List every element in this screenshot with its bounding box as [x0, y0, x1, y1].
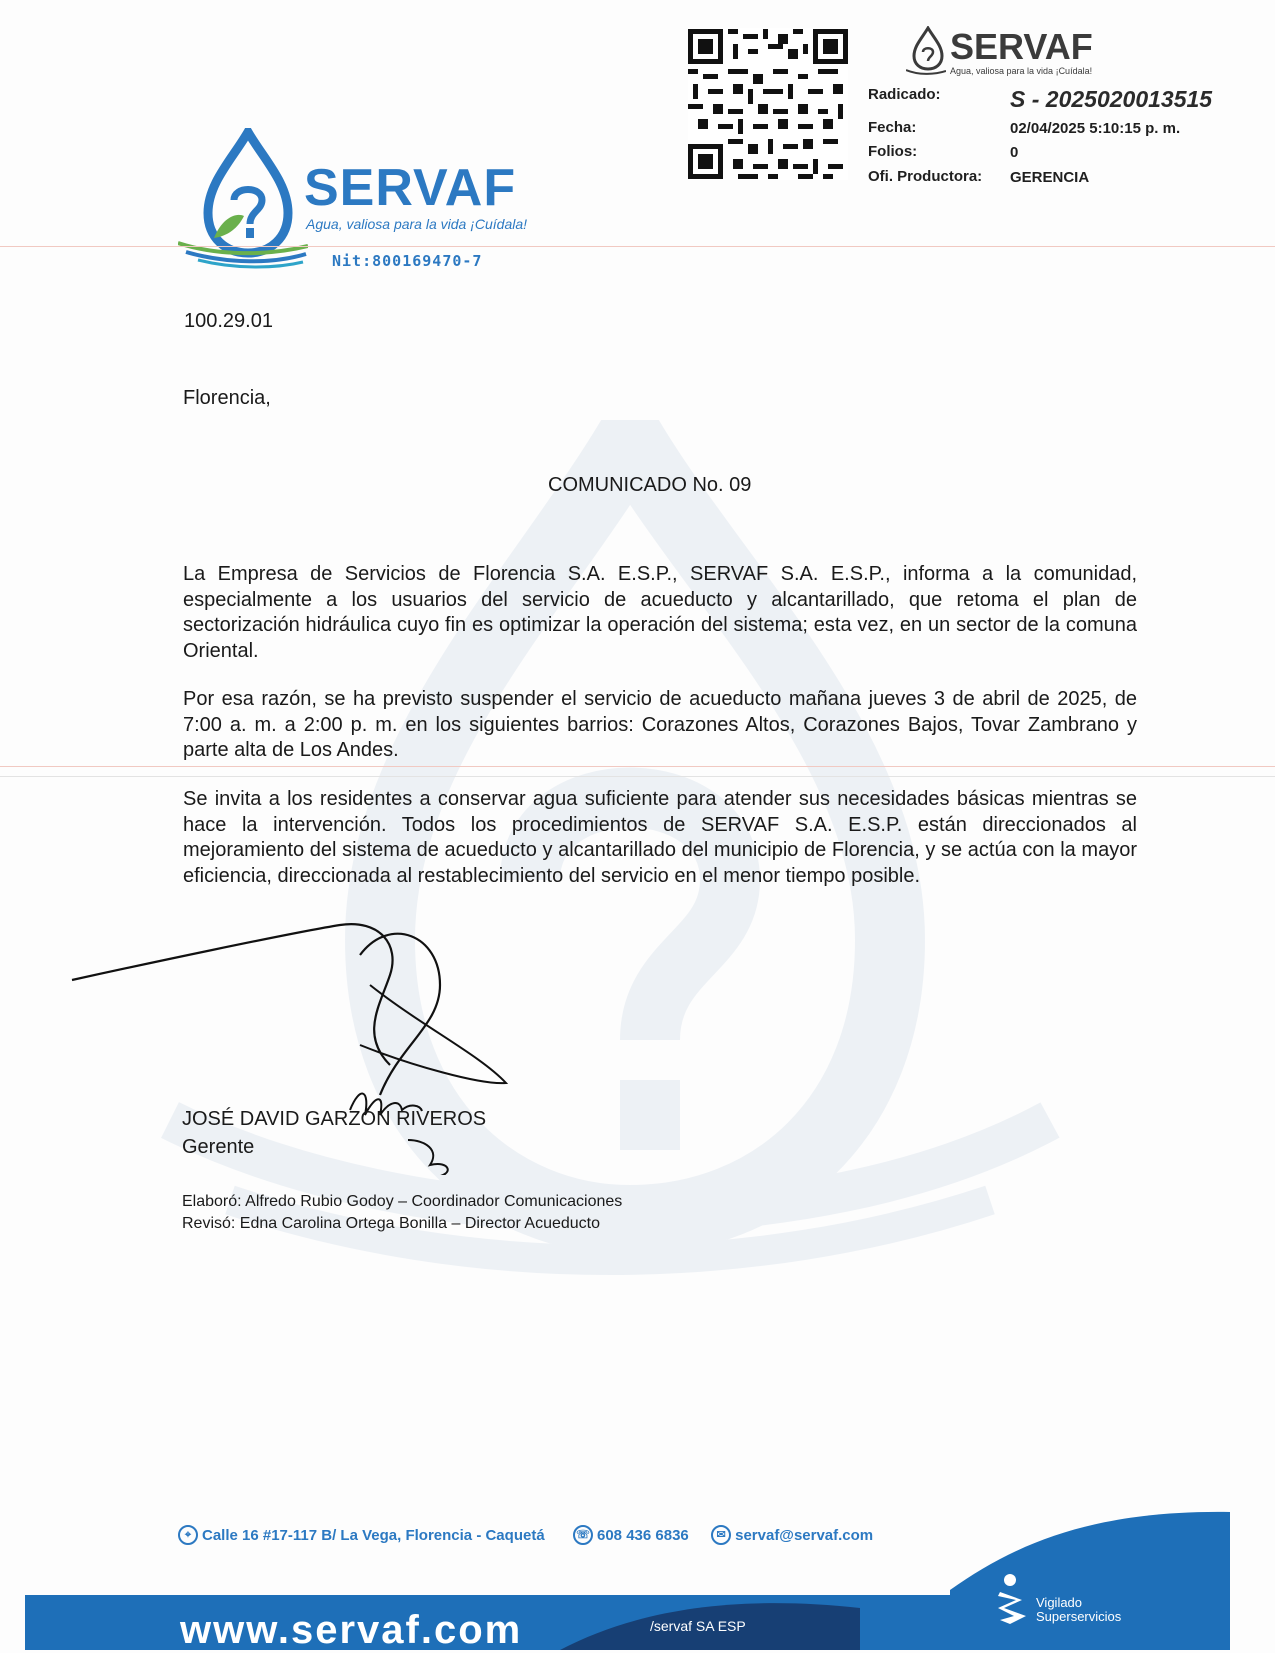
mail-icon: ✉ [711, 1525, 731, 1545]
scan-line [0, 766, 1275, 767]
radicado-value: S - 2025020013515 [1010, 86, 1213, 112]
vigilado-line-2: Superservicios [1036, 1609, 1122, 1624]
footer-email: servaf@servaf.com [735, 1526, 874, 1544]
city-line: Florencia, [183, 387, 271, 409]
footer-website: www.servaf.com [180, 1608, 523, 1652]
logo-tagline: Agua, valiosa para la vida ¡Cuídala! [306, 216, 528, 232]
superservicios-logo-icon [996, 1574, 1030, 1624]
footer-social: /servaf SA ESP [650, 1618, 746, 1634]
phone-icon: ☏ [573, 1525, 593, 1545]
signer-role: Gerente [182, 1136, 255, 1158]
location-pin-icon: ⌖ [178, 1525, 198, 1545]
reviso-line: Revisó: Edna Carolina Ortega Bonilla – Director Acueducto [182, 1215, 600, 1232]
qr-code-icon [688, 28, 848, 180]
footer-contact [178, 1525, 873, 1545]
paragraph-1: La Empresa de Servicios de Florencia S.A. E.S.P., SERVAF S.A. E.S.P., informa a la comunidad, especialmente a los usuarios del servicio de acueducto y alcantarillado, que retoma el plan de sectorización hidráulica cuyo fin es optimizar la operación del sistema; esta vez, en un sector de la comuna Oriental. [183, 563, 1137, 662]
document-title: COMUNICADO No. 09 [548, 474, 752, 496]
reference-number: 100.29.01 [184, 310, 273, 332]
handwritten-signature [60, 915, 520, 1175]
logo-title: SERVAF [304, 159, 517, 217]
stamp-drop-icon [906, 26, 946, 76]
servaf-logo [178, 128, 558, 278]
stamp-logo [906, 24, 1106, 80]
paragraph-2: Por esa razón, se ha previsto suspender el servicio de acueducto mañana jueves 3 de abril de 2025, de 7:00 a. m. a 2:00 p. m. en los siguientes barrios: Corazones Altos, Corazones Bajos, Tovar Zambrano y parte alta de Los Andes. [183, 688, 1137, 761]
fecha-value: 02/04/2025 5:10:15 p. m. [1010, 120, 1181, 137]
stamp-title: SERVAF [950, 26, 1093, 67]
folios-label: Folios: [868, 143, 918, 160]
stamp-tagline: Agua, valiosa para la vida ¡Cuídala! [950, 66, 1093, 76]
oficina-value: GERENCIA [1010, 169, 1090, 186]
folios-value: 0 [1010, 144, 1019, 161]
oficina-label: Ofi. Productora: [868, 168, 983, 185]
water-drop-logo-icon [178, 128, 308, 278]
signer-name: JOSÉ DAVID GARZÓN RIVEROS [182, 1108, 487, 1130]
scan-line [0, 246, 1275, 247]
fecha-label: Fecha: [868, 119, 917, 136]
nit-number: Nit:800169470-7 [332, 252, 483, 270]
footer-address: Calle 16 #17-117 B/ La Vega, Florencia - Caquetá [202, 1526, 545, 1544]
radicado-label: Radicado: [868, 86, 941, 103]
vigilado-line-1: Vigilado [1036, 1595, 1083, 1610]
footer-phone: 608 436 6836 [597, 1526, 689, 1544]
elaboro-line: Elaboró: Alfredo Rubio Godoy – Coordinador Comunicaciones [182, 1193, 623, 1210]
scan-line [0, 776, 1275, 777]
vigilado-superservicios [1036, 1596, 1121, 1624]
paragraph-3: Se invita a los residentes a conservar agua suficiente para atender sus necesidades básicas mientras se hace la intervención. Todos los procedimientos de SERVAF S.A. E.S.P. están direccionados al mejoramiento del sistema de acueducto y alcantarillado del municipio de Florencia, y se actúa con la mayor eficiencia, direccionada al restablecimiento del servicio en el menor tiempo posible. [183, 788, 1137, 887]
